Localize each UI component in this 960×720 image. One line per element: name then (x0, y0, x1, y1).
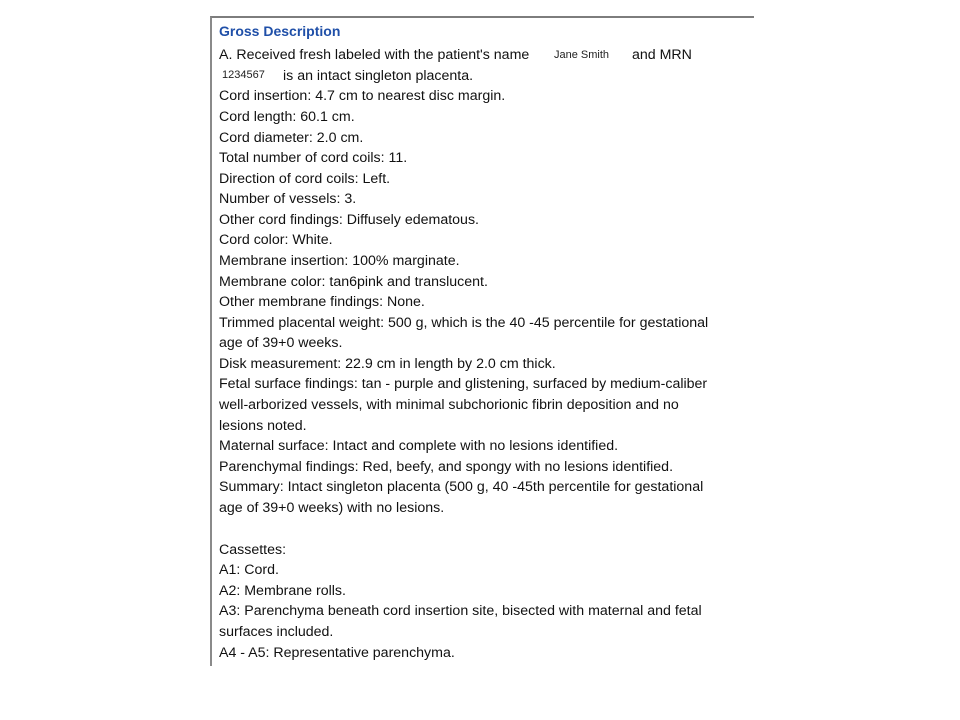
gross-description-panel (210, 16, 754, 666)
report-line: Summary: Intact singleton placenta (500 g, 40 -45th percentile for gestational (219, 479, 704, 495)
report-line: well-arborized vessels, with minimal subchorionic fibrin deposition and no (219, 397, 679, 413)
report-line: Fetal surface findings: tan - purple and glistening, surfaced by medium-caliber (219, 376, 708, 392)
report-line: age of 39+0 weeks) with no lesions. (219, 500, 445, 516)
report-line: Maternal surface: Intact and complete with no lesions identified. (219, 438, 619, 454)
report-line: Direction of cord coils: Left. (219, 171, 391, 187)
cassette-line: A3: Parenchyma beneath cord insertion site, bisected with maternal and fetal (219, 603, 702, 619)
report-line: Cord insertion: 4.7 cm to nearest disc margin. (219, 88, 506, 104)
cassette-line: A4 - A5: Representative parenchyma. (219, 645, 455, 661)
mrn-value-overlay: 1234567 (222, 69, 265, 81)
mrn-label: and MRN (632, 47, 692, 63)
report-line: Trimmed placental weight: 500 g, which is the 40 -45 percentile for gestational (219, 315, 709, 331)
report-line: Membrane color: tan6pink and translucent. (219, 274, 488, 290)
report-line: age of 39+0 weeks. (219, 335, 343, 351)
patient-name-overlay: Jane Smith (554, 49, 610, 61)
report-line: Other membrane findings: None. (219, 294, 425, 310)
report-line: Disk measurement: 22.9 cm in length by 2.0 cm thick. (219, 356, 556, 372)
cassette-line: surfaces included. (219, 624, 334, 640)
report-line: Cord diameter: 2.0 cm. (219, 130, 364, 146)
section-heading: Gross Description (219, 23, 341, 39)
report-line: Other cord findings: Diffusely edematous. (219, 212, 479, 228)
cassettes-heading: Cassettes: (219, 542, 287, 558)
report-line: lesions noted. (219, 418, 307, 434)
report-line: Number of vessels: 3. (219, 191, 357, 207)
report-line: Membrane insertion: 100% marginate. (219, 253, 460, 269)
report-line: Total number of cord coils: 11. (219, 150, 408, 166)
report-line-received: A. Received fresh labeled with the patient's name (219, 47, 530, 63)
report-line: Cord color: White. (219, 232, 333, 248)
cassette-line: A1: Cord. (219, 562, 279, 578)
report-line: Parenchymal findings: Red, beefy, and spongy with no lesions identified. (219, 459, 674, 475)
report-line: Cord length: 60.1 cm. (219, 109, 355, 125)
report-line-intact: is an intact singleton placenta. (283, 68, 474, 84)
cassette-line: A2: Membrane rolls. (219, 583, 346, 599)
